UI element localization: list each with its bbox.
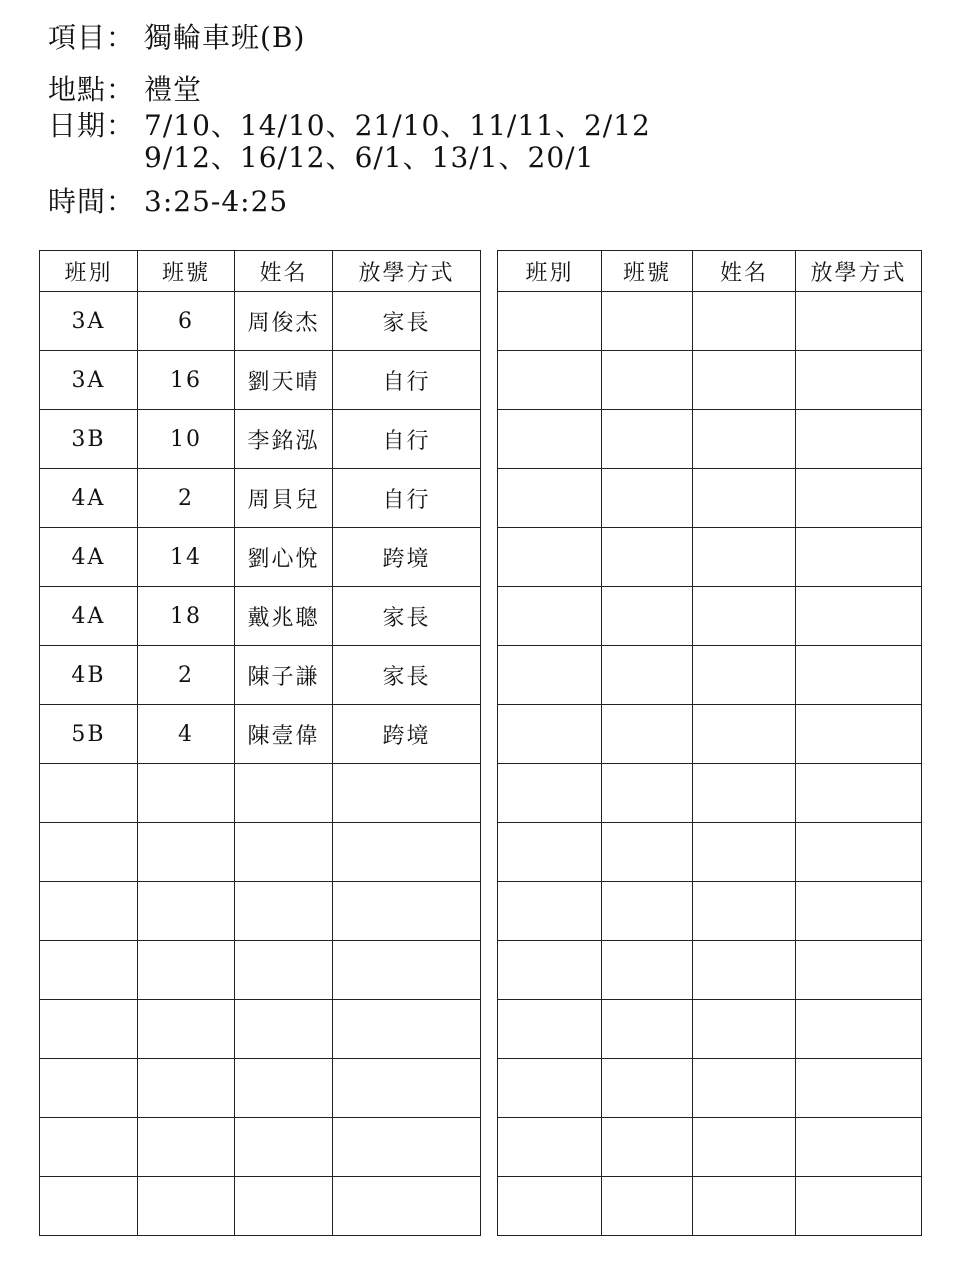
- location-value: 禮堂: [144, 73, 203, 106]
- cell-number: [138, 1118, 235, 1177]
- cell-number: [602, 410, 693, 469]
- cell-name: [693, 764, 796, 823]
- cell-name: 周貝兒: [235, 469, 333, 528]
- cell-number: 16: [138, 351, 235, 410]
- header-number: 班號: [138, 251, 235, 292]
- cell-dismissal: [333, 764, 481, 823]
- cell-number: [602, 941, 693, 1000]
- table-row: [40, 1177, 481, 1236]
- cell-name: [693, 469, 796, 528]
- cell-class: [498, 469, 602, 528]
- cell-name: [693, 1177, 796, 1236]
- cell-class: 3A: [40, 292, 138, 351]
- cell-dismissal: [333, 941, 481, 1000]
- cell-name: [693, 882, 796, 941]
- cell-number: [138, 882, 235, 941]
- cell-class: [40, 941, 138, 1000]
- cell-name: [693, 705, 796, 764]
- table-row: [40, 823, 481, 882]
- cell-name: [693, 528, 796, 587]
- cell-class: [40, 1000, 138, 1059]
- header-name: 姓名: [235, 251, 333, 292]
- cell-class: [498, 764, 602, 823]
- cell-dismissal: 跨境: [333, 705, 481, 764]
- table-row: [40, 764, 481, 823]
- cell-class: 3B: [40, 410, 138, 469]
- cell-class: [498, 410, 602, 469]
- cell-class: [40, 823, 138, 882]
- cell-number: 10: [138, 410, 235, 469]
- cell-name: [235, 823, 333, 882]
- cell-number: [602, 646, 693, 705]
- cell-name: [235, 1000, 333, 1059]
- cell-class: [498, 1000, 602, 1059]
- cell-dismissal: [333, 1059, 481, 1118]
- cell-dismissal: [796, 1000, 922, 1059]
- header-class: 班別: [498, 251, 602, 292]
- cell-class: [498, 823, 602, 882]
- cell-dismissal: [796, 1177, 922, 1236]
- dates-value-line1: 7/10、14/10、21/10、11/11、2/12: [144, 109, 651, 142]
- cell-number: [602, 587, 693, 646]
- table-row: [40, 646, 481, 705]
- cell-name: 劉天晴: [235, 351, 333, 410]
- cell-dismissal: [796, 1118, 922, 1177]
- cell-class: [40, 1118, 138, 1177]
- time-line: [48, 186, 288, 218]
- cell-number: [138, 941, 235, 1000]
- cell-name: [235, 1118, 333, 1177]
- cell-name: [693, 1118, 796, 1177]
- time-label: 時間：: [48, 185, 136, 218]
- cell-number: [602, 1000, 693, 1059]
- header-dismissal: 放學方式: [333, 251, 481, 292]
- location-line: [48, 74, 202, 106]
- table-header-row: [40, 251, 481, 292]
- cell-dismissal: [796, 528, 922, 587]
- table-row: [40, 1118, 481, 1177]
- cell-number: [138, 1059, 235, 1118]
- cell-dismissal: 家長: [333, 292, 481, 351]
- cell-name: 戴兆聰: [235, 587, 333, 646]
- cell-number: 18: [138, 587, 235, 646]
- cell-number: [138, 1177, 235, 1236]
- cell-name: [693, 351, 796, 410]
- table-row: [40, 705, 481, 764]
- table-row: [40, 587, 481, 646]
- cell-number: [602, 823, 693, 882]
- cell-number: 2: [138, 469, 235, 528]
- cell-number: [602, 292, 693, 351]
- cell-class: 4A: [40, 469, 138, 528]
- dates-label: 日期：: [48, 109, 136, 142]
- cell-class: [498, 587, 602, 646]
- cell-class: 4A: [40, 528, 138, 587]
- cell-name: [235, 764, 333, 823]
- cell-name: [693, 941, 796, 1000]
- cell-class: [40, 1177, 138, 1236]
- cell-name: 周俊杰: [235, 292, 333, 351]
- header-dismissal: 放學方式: [796, 251, 922, 292]
- dates-value-line2: 9/12、16/12、6/1、13/1、20/1: [144, 141, 595, 174]
- header-class: 班別: [40, 251, 138, 292]
- table-row: [498, 1118, 922, 1177]
- cell-dismissal: [796, 764, 922, 823]
- table-row: [498, 292, 922, 351]
- cell-number: 4: [138, 705, 235, 764]
- table-row: [40, 469, 481, 528]
- cell-name: [235, 1177, 333, 1236]
- cell-class: [498, 528, 602, 587]
- cell-dismissal: [796, 351, 922, 410]
- cell-dismissal: [796, 646, 922, 705]
- cell-name: 劉心悅: [235, 528, 333, 587]
- cell-number: [602, 469, 693, 528]
- header-name: 姓名: [693, 251, 796, 292]
- cell-dismissal: 跨境: [333, 528, 481, 587]
- cell-dismissal: [796, 410, 922, 469]
- table-row: [498, 1177, 922, 1236]
- table-row: [40, 351, 481, 410]
- cell-dismissal: [796, 469, 922, 528]
- cell-class: [498, 292, 602, 351]
- table-row: [498, 705, 922, 764]
- cell-dismissal: [796, 941, 922, 1000]
- cell-number: 14: [138, 528, 235, 587]
- cell-number: [602, 1059, 693, 1118]
- cell-number: [138, 1000, 235, 1059]
- table-row: [40, 1059, 481, 1118]
- cell-name: 陳壹偉: [235, 705, 333, 764]
- cell-class: 4A: [40, 587, 138, 646]
- cell-name: [693, 823, 796, 882]
- table-row: [40, 882, 481, 941]
- table-row: [498, 1000, 922, 1059]
- table-row: [498, 528, 922, 587]
- cell-dismissal: [333, 1000, 481, 1059]
- cell-number: [602, 882, 693, 941]
- cell-class: 5B: [40, 705, 138, 764]
- cell-dismissal: [796, 1059, 922, 1118]
- cell-name: [693, 1000, 796, 1059]
- cell-class: [498, 1059, 602, 1118]
- cell-number: [602, 351, 693, 410]
- cell-dismissal: [796, 587, 922, 646]
- cell-name: [693, 646, 796, 705]
- table-row: [40, 292, 481, 351]
- project-line: [48, 22, 305, 54]
- project-label: 項目：: [48, 21, 136, 54]
- roster-table-left: [39, 250, 481, 1236]
- cell-name: [693, 410, 796, 469]
- cell-name: 陳子謙: [235, 646, 333, 705]
- cell-name: [235, 941, 333, 1000]
- cell-number: [138, 764, 235, 823]
- cell-class: [498, 1118, 602, 1177]
- cell-dismissal: 自行: [333, 351, 481, 410]
- header-number: 班號: [602, 251, 693, 292]
- dates-line: [48, 109, 651, 174]
- table-row: [40, 528, 481, 587]
- table-row: [498, 941, 922, 1000]
- cell-dismissal: [333, 1177, 481, 1236]
- cell-name: [693, 292, 796, 351]
- table-row: [498, 587, 922, 646]
- table-row: [498, 646, 922, 705]
- cell-dismissal: [333, 882, 481, 941]
- cell-name: [235, 882, 333, 941]
- cell-number: [602, 1177, 693, 1236]
- table-row: [40, 1000, 481, 1059]
- cell-dismissal: [796, 823, 922, 882]
- cell-dismissal: 自行: [333, 469, 481, 528]
- location-label: 地點：: [48, 73, 136, 106]
- project-value: 獨輪車班(B): [144, 21, 306, 54]
- cell-name: [235, 1059, 333, 1118]
- table-row: [498, 351, 922, 410]
- cell-dismissal: [796, 882, 922, 941]
- cell-class: 3A: [40, 351, 138, 410]
- cell-class: [498, 646, 602, 705]
- cell-class: [498, 705, 602, 764]
- cell-number: [602, 764, 693, 823]
- cell-class: [40, 764, 138, 823]
- cell-number: [602, 1118, 693, 1177]
- table-header-row: [498, 251, 922, 292]
- time-value: 3:25-4:25: [144, 185, 289, 218]
- cell-number: [602, 705, 693, 764]
- table-row: [498, 764, 922, 823]
- cell-dismissal: 家長: [333, 587, 481, 646]
- table-row: [40, 941, 481, 1000]
- cell-name: [693, 587, 796, 646]
- cell-class: [40, 1059, 138, 1118]
- cell-class: [40, 882, 138, 941]
- cell-number: 2: [138, 646, 235, 705]
- cell-class: [498, 882, 602, 941]
- cell-name: [693, 1059, 796, 1118]
- cell-dismissal: [333, 1118, 481, 1177]
- roster-table-right: [497, 250, 922, 1236]
- table-row: [498, 1059, 922, 1118]
- cell-dismissal: 家長: [333, 646, 481, 705]
- cell-class: [498, 351, 602, 410]
- table-row: [40, 410, 481, 469]
- cell-dismissal: [333, 823, 481, 882]
- table-row: [498, 469, 922, 528]
- cell-dismissal: [796, 292, 922, 351]
- cell-number: [138, 823, 235, 882]
- table-row: [498, 823, 922, 882]
- table-row: [498, 410, 922, 469]
- cell-class: [498, 1177, 602, 1236]
- table-row: [498, 882, 922, 941]
- cell-dismissal: [796, 705, 922, 764]
- cell-class: 4B: [40, 646, 138, 705]
- cell-number: 6: [138, 292, 235, 351]
- cell-class: [498, 941, 602, 1000]
- cell-name: 李銘泓: [235, 410, 333, 469]
- cell-dismissal: 自行: [333, 410, 481, 469]
- cell-number: [602, 528, 693, 587]
